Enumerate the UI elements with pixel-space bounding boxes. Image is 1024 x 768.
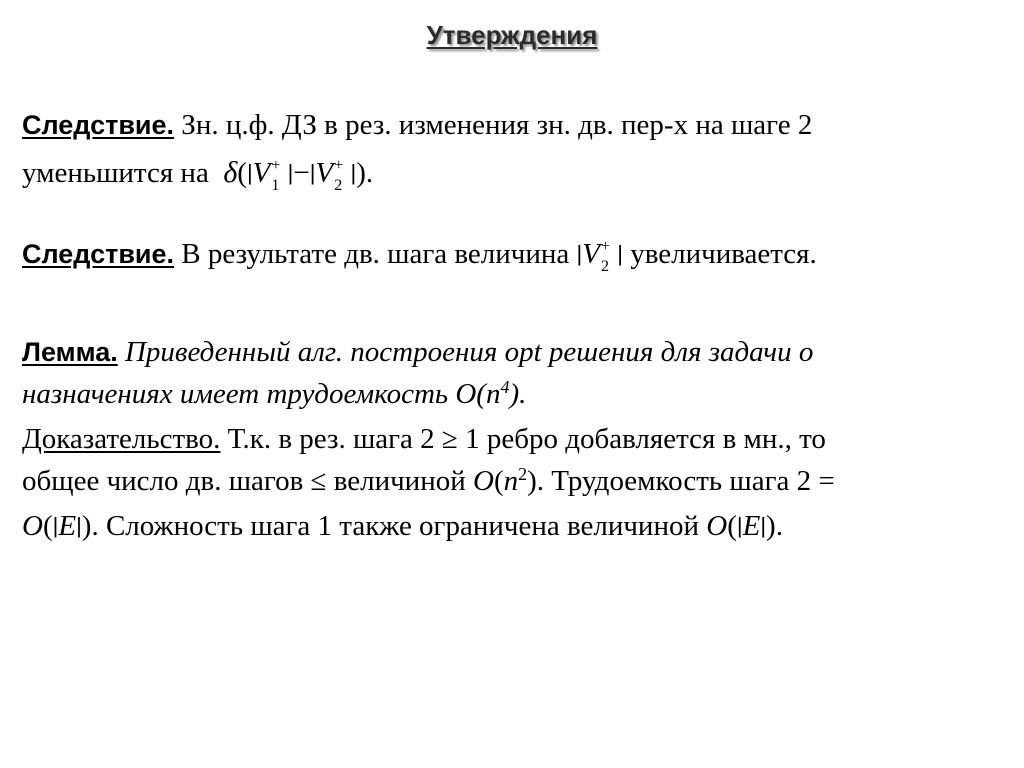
sub-2: 2 bbox=[600, 258, 609, 275]
corollary-2 bbox=[22, 230, 1002, 283]
sub-1: 1 bbox=[271, 177, 280, 194]
paren-open: ( bbox=[237, 157, 247, 189]
var-v1: V bbox=[252, 157, 271, 189]
proof-text-2: общее число дв. шагов ≤ величиной bbox=[22, 465, 473, 497]
var-v: V bbox=[582, 238, 600, 270]
corollary-1 bbox=[22, 101, 1002, 202]
corollary-1-line-1 bbox=[22, 101, 1002, 149]
corollary-1-text-2: уменьшится на bbox=[22, 157, 209, 189]
corollary-1-text: Зн. ц.ф. ДЗ в рез. изменения зн. дв. пер-х на шаге 2 bbox=[181, 109, 813, 141]
lemma-line-1 bbox=[22, 331, 1002, 373]
sub-2: 2 bbox=[334, 177, 343, 194]
lemma-block bbox=[22, 331, 1002, 549]
abs-bar: | bbox=[576, 241, 583, 266]
abs-bar: | bbox=[287, 160, 294, 185]
corollary-1-line-2 bbox=[22, 149, 1002, 202]
sup-plus-1: + bbox=[271, 157, 281, 174]
delta-symbol: δ bbox=[223, 156, 238, 189]
paren-close: ). bbox=[356, 157, 374, 189]
var-e: E bbox=[742, 510, 761, 542]
corollary-2-formula bbox=[576, 238, 631, 275]
abs-bar: | bbox=[246, 160, 253, 185]
sup-plus: + bbox=[600, 238, 610, 255]
abs-bar: | bbox=[309, 160, 316, 185]
lemma-text-2: назначениях имеет трудоемкость O(n bbox=[22, 378, 501, 410]
abs-bar: | bbox=[76, 513, 82, 538]
proof-text-3: ). Сложность шага 1 также ограничена величиной bbox=[81, 510, 707, 542]
var-v2: V bbox=[315, 157, 334, 189]
lemma-label: Лемма. bbox=[22, 337, 118, 367]
lemma-text-1: Приведенный алг. построения opt решения для задачи о bbox=[124, 336, 814, 368]
lemma-exponent: 4 bbox=[500, 377, 510, 397]
proof-line-2: общее число дв. шагов ≤ величиной $O(n^2)$. Трудоемкость шага 2 = bbox=[22, 464, 835, 497]
exponent-2: 2 bbox=[518, 464, 528, 484]
corollary-2-text-before: В результате дв. шага величина bbox=[181, 238, 570, 270]
abs-bar: | bbox=[617, 241, 623, 266]
corollary-2-label: Следствие. bbox=[22, 239, 175, 269]
abs-bar: | bbox=[350, 160, 357, 185]
abs-bar: | bbox=[52, 513, 59, 538]
big-o: O bbox=[473, 465, 494, 497]
abs-bar: | bbox=[760, 513, 767, 538]
var-e: E bbox=[58, 510, 77, 542]
sup-plus-2: + bbox=[334, 157, 344, 174]
var-n: n bbox=[503, 465, 519, 497]
proof-text-3-end: ). bbox=[766, 510, 783, 542]
lemma-text-2-end: ). bbox=[509, 378, 527, 410]
lemma-line-2 bbox=[22, 373, 1002, 418]
proof-line-3: O(|E|). Сложность шага 1 также ограничена величиной O(|E|). bbox=[22, 510, 783, 542]
slide-title: Утверждения bbox=[426, 20, 598, 50]
abs-bar: | bbox=[736, 513, 743, 538]
proof-text-1: Т.к. в рез. шага 2 ≥ 1 ребро добавляется в мн., то bbox=[227, 423, 826, 455]
big-o: O bbox=[22, 510, 43, 542]
proof-text-2b: ). Трудоемкость шага 2 = bbox=[527, 465, 835, 497]
corollary-1-formula bbox=[216, 156, 374, 194]
corollary-2-text-after: увеличивается. bbox=[630, 238, 817, 270]
corollary-1-label: Следствие. bbox=[22, 110, 175, 140]
proof-label: Доказательство. bbox=[22, 423, 221, 455]
proof-line-1 bbox=[22, 418, 1002, 460]
minus-sign: − bbox=[293, 157, 310, 189]
big-o: O bbox=[706, 510, 728, 542]
